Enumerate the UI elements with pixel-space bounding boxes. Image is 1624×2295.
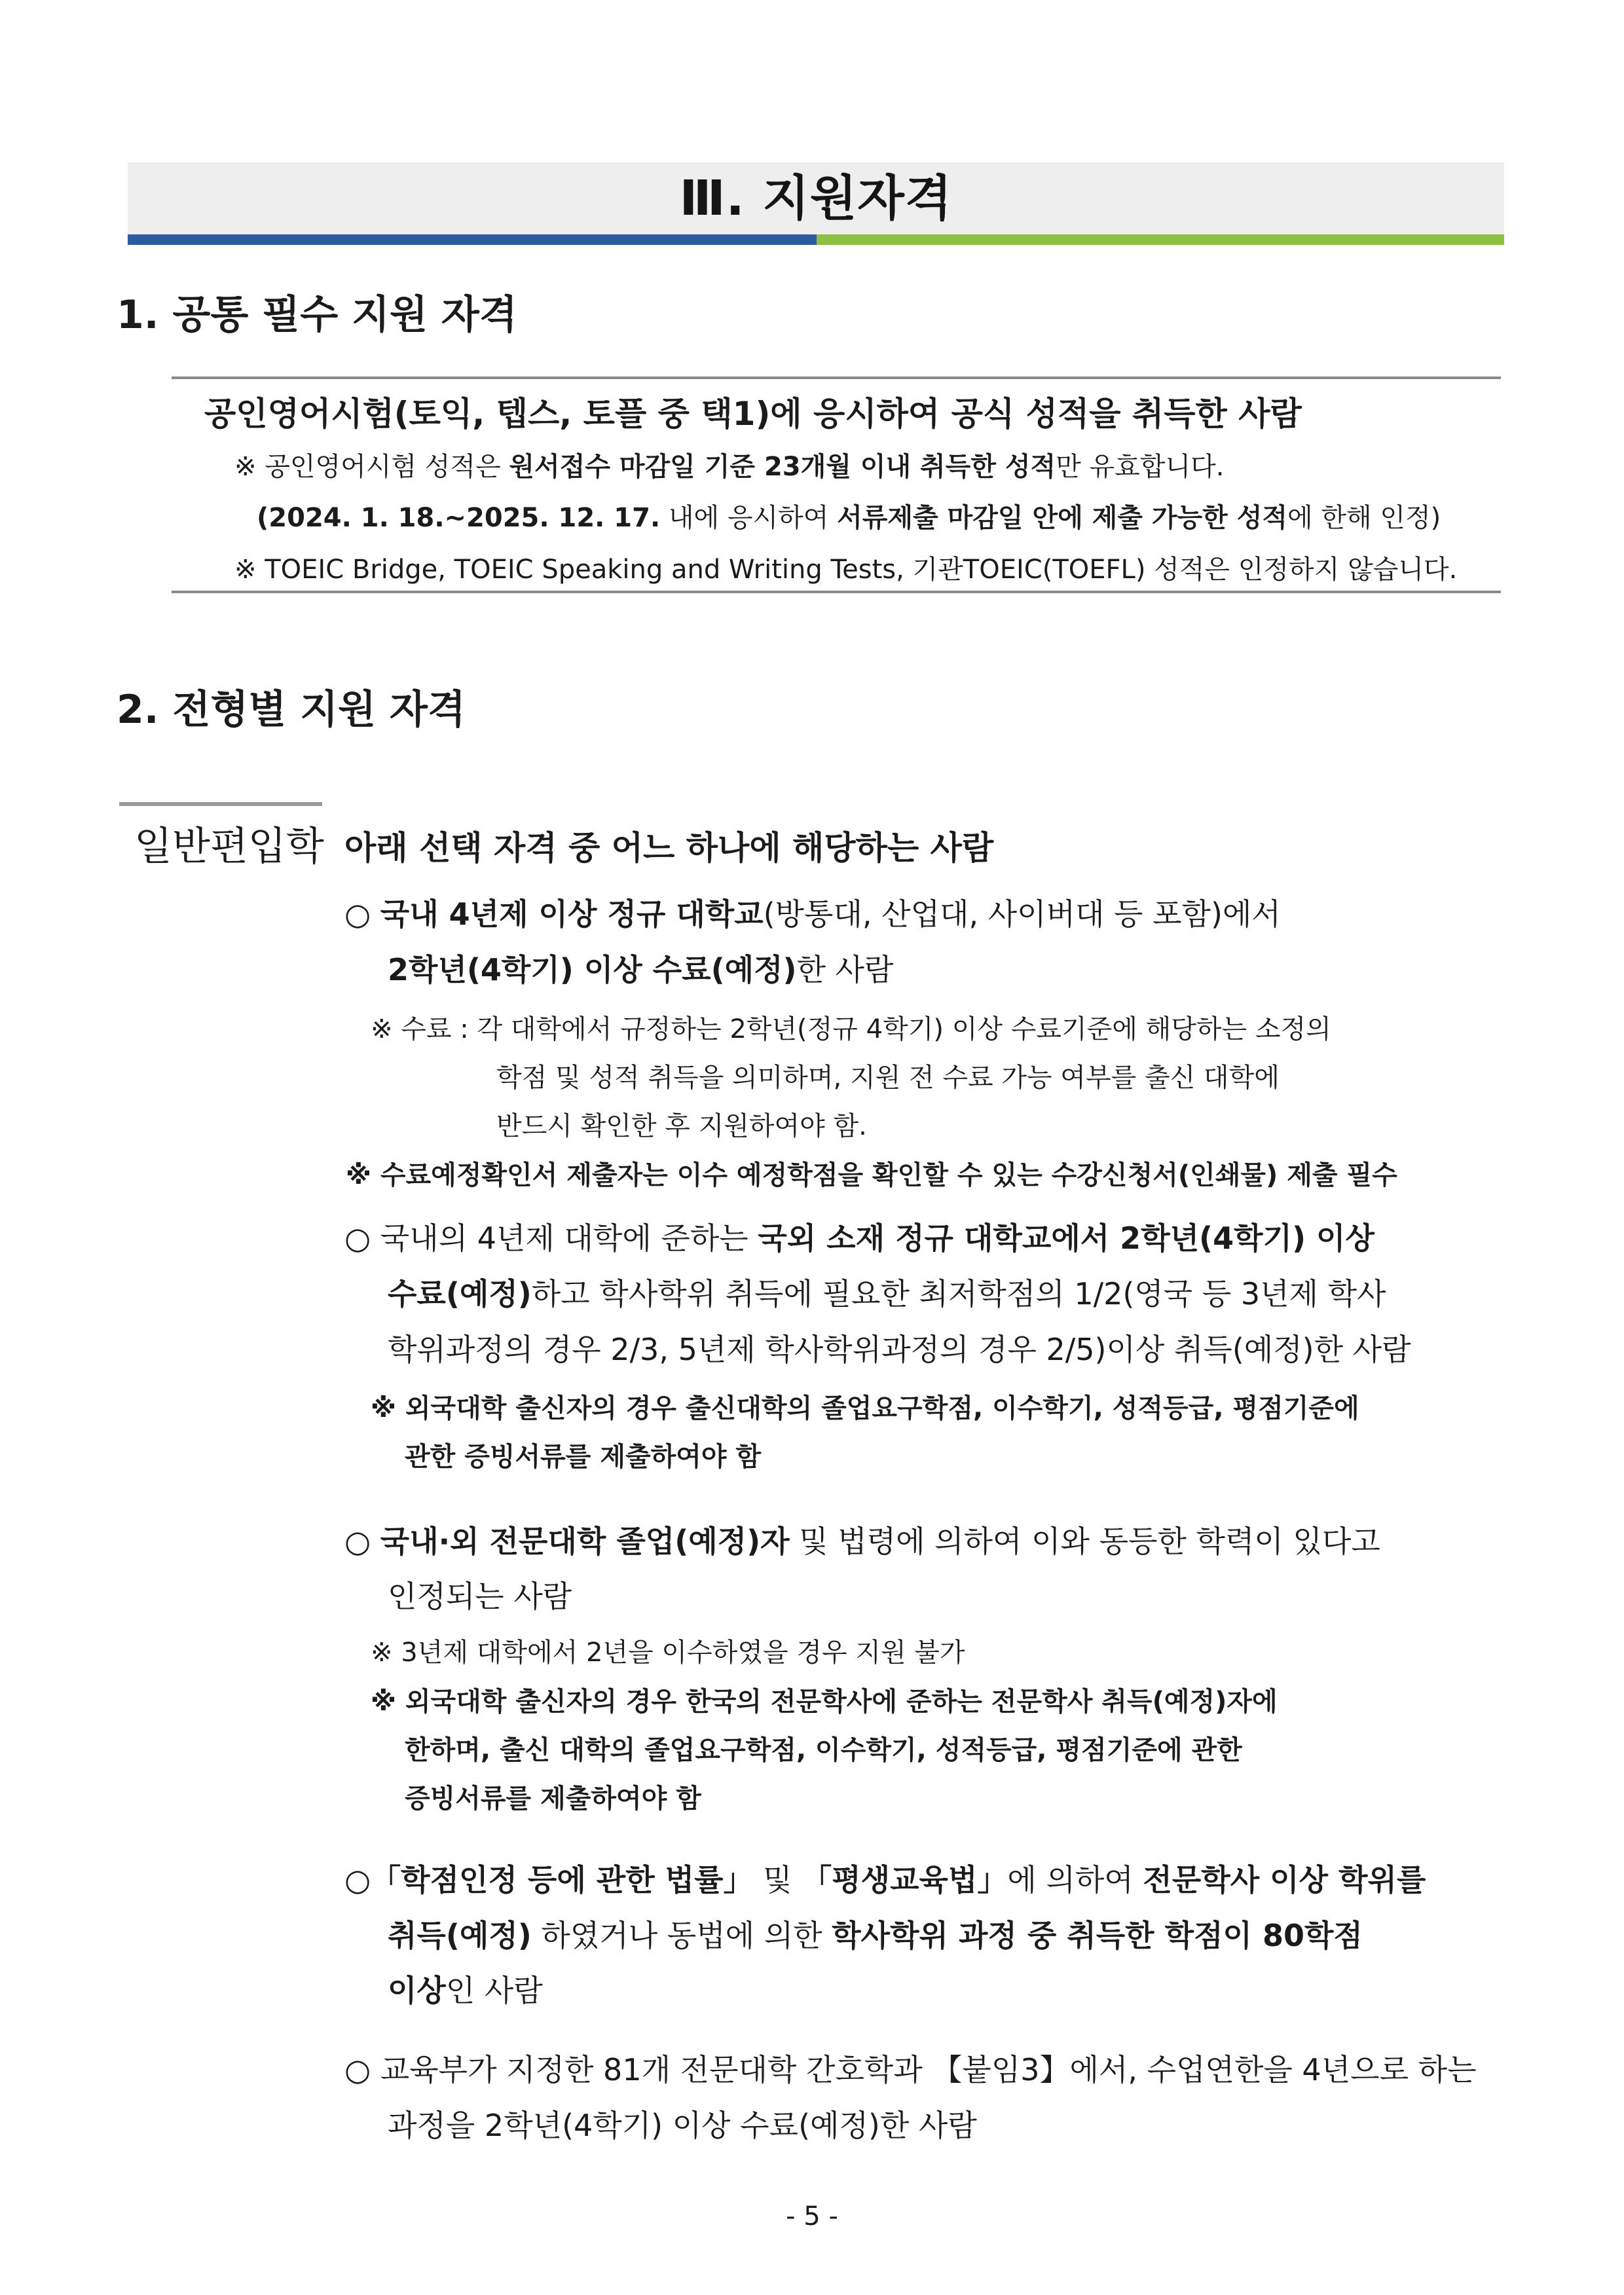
section2-title: 2. 전형별 지원 자격 [117,687,466,733]
item1-note-line3: 반드시 확인한 후 지원하여야 함. [496,1111,867,1141]
item2-line1: ○ 국내의 4년제 대학에 준하는 국외 소재 정규 대학교에서 2학년(4학기) 이상 [344,1221,1375,1256]
item1-note-line2: 학점 및 성적 취득을 의미하며, 지원 전 수료 가능 여부를 출신 대학에 [496,1063,1280,1093]
item1-bold-note: ※ 수료예정확인서 제출자는 이수 예정학점을 확인할 수 있는 수강신청서(인쇄물) 제출 필수 [346,1160,1397,1190]
item5-line1: ○ 교육부가 지정한 81개 전문대학 간호학과 【붙임3】에서, 수업연한을 4년으로 하는 [344,2052,1477,2087]
category-label: 일반편입학 [134,824,324,870]
item3-bold-note-line1: ※ 외국대학 출신자의 경우 한국의 전문학사에 준하는 전문학사 취득(예정)자에 [371,1687,1278,1717]
chapter-title: Ⅲ. 지원자격 [679,170,953,227]
item4-line3: 이상인 사람 [388,1973,543,2008]
page-number: - 5 - [786,2201,838,2231]
item1-line1: ○ 국내 4년제 이상 정규 대학교(방통대, 산업대, 사이버대 등 포함)에서 [344,896,1281,932]
item2-line2: 수료(예정)하고 학사학위 취득에 필요한 최저학점의 1/2(영국 등 3년제 학사 [388,1276,1386,1312]
box-top-rule [172,376,1501,379]
item3-bold-note-line2: 한하며, 출신 대학의 졸업요구학점, 이수학기, 성적등급, 평점기준에 관한 [405,1735,1242,1765]
item2-bold-note-line2: 관한 증빙서류를 제출하여야 함 [405,1442,762,1472]
item2-line3: 학위과정의 경우 2/3, 5년제 학사학위과정의 경우 2/5)이상 취득(예정)한 사람 [388,1332,1411,1367]
item5-line2: 과정을 2학년(4학기) 이상 수료(예정)한 사람 [388,2108,977,2143]
item4-line1: ○「학점인정 등에 관한 법률」 및 「평생교육법」에 의하여 전문학사 이상 학위를 [344,1862,1426,1898]
item1-note-line1: ※ 수료 : 각 대학에서 규정하는 2학년(정규 4학기) 이상 수료기준에 해당하는 소정의 [371,1014,1331,1044]
item3-note: ※ 3년제 대학에서 2년을 이수하였을 경우 지원 불가 [371,1638,965,1668]
category-rule [119,802,322,806]
chapter-underline-blue [128,234,817,245]
category-description: 아래 선택 자격 중 어느 하나에 해당하는 사람 [344,829,994,867]
section1-title: 1. 공통 필수 지원 자격 [117,292,517,338]
item1-line2: 2학년(4학기) 이상 수료(예정)한 사람 [388,952,894,987]
section1-note3: ※ TOEIC Bridge, TOEIC Speaking and Writing Tests, 기관TOEIC(TOEFL) 성적은 인정하지 않습니다. [234,555,1458,585]
chapter-underline-green [817,234,1504,245]
section1-headline: 공인영어시험(토익, 텝스, 토플 중 택1)에 응시하여 공식 성적을 취득한 사람 [204,395,1302,433]
box-bottom-rule [172,591,1501,593]
item4-line2: 취득(예정) 하였거나 동법에 의한 학사학위 과정 중 취득한 학점이 80학점 [388,1918,1363,1953]
item3-line2: 인정되는 사람 [388,1579,572,1614]
section1-note1: ※ 공인영어시험 성적은 원서접수 마감일 기준 23개월 이내 취득한 성적만 유효합니다. [234,452,1225,482]
section1-note2: (2024. 1. 18.~2025. 12. 17. 내에 응시하여 서류제출 마감일 안에 제출 가능한 성적에 한해 인정) [257,503,1441,533]
item3-bold-note-line3: 증빙서류를 제출하여야 함 [405,1784,701,1814]
item2-bold-note-line1: ※ 외국대학 출신자의 경우 출신대학의 졸업요구학점, 이수학기, 성적등급, 평점기준에 [371,1393,1359,1423]
item3-line1: ○ 국내·외 전문대학 졸업(예정)자 및 법령에 의하여 이와 동등한 학력이 있다고 [344,1524,1380,1559]
